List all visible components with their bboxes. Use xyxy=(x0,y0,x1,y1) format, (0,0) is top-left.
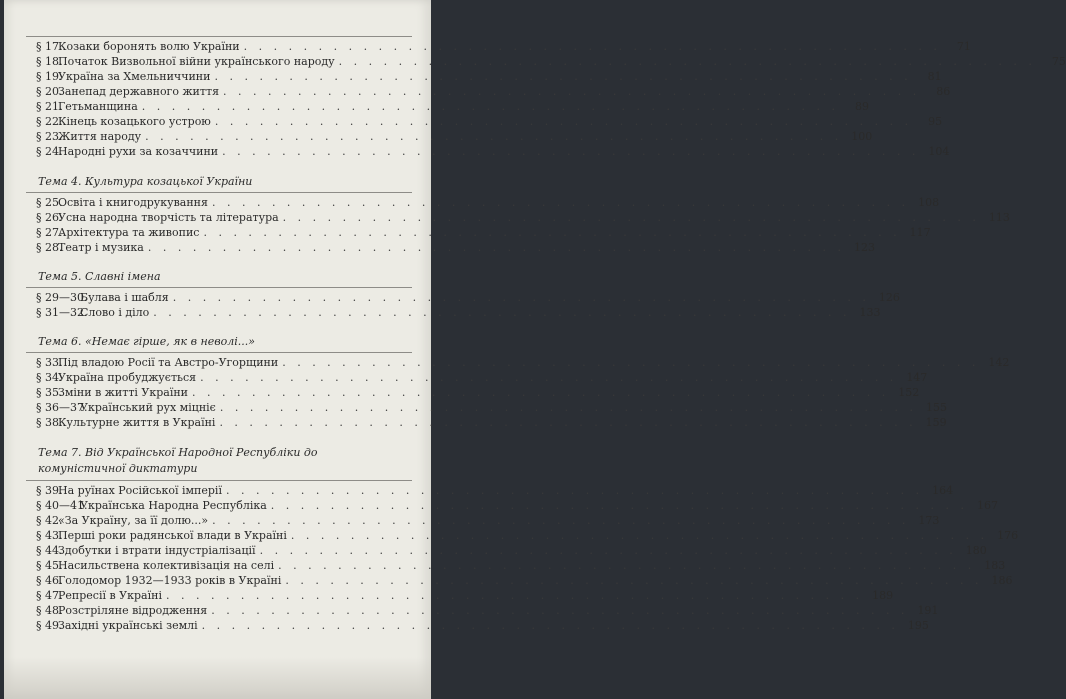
dot-leader: . . . . . . . . . . . . . . . . . . . . . . . . . . . . . . . . . . . . . . . . . . . . . . . xyxy=(290,529,989,542)
entry-title: Голодомор 1932—1933 років в Україні xyxy=(58,574,282,587)
dot-leader: . . . . . . . . . . . . . . . . . . . . . . . . . . . . . . . . . . . . . . . . . . . . . . . xyxy=(203,226,901,239)
toc-entry[interactable] xyxy=(26,528,1019,543)
entry-title: Репресії в Україні xyxy=(58,589,162,602)
section-number: § 25. xyxy=(36,196,63,209)
toc-entry[interactable] xyxy=(26,588,894,603)
dot-leader: . . . . . . . . . . . . . . . . . . . . . . . . . . . . . . . . . . . . . . . . . . . . . . . xyxy=(270,499,968,512)
page-number: 189 xyxy=(872,589,894,602)
page-number: 164 xyxy=(932,484,954,497)
theme-heading: Тема 6. «Немає гірше, як в неволі...» xyxy=(38,335,255,348)
dot-leader: . . . . . . . . . . . . . . . . . . . . . . . . . . . . . . . . . . . . . . . . . . . . . . . xyxy=(153,306,851,319)
entry-title: Під владою Росії та Австро-Угорщини xyxy=(58,356,279,369)
section-number: § 17. xyxy=(36,40,63,53)
page-number: 183 xyxy=(984,559,1006,572)
toc-entry[interactable] xyxy=(26,240,876,255)
section-number: § 45. xyxy=(36,559,63,572)
section-number: § 23. xyxy=(36,130,63,143)
dot-leader: . . . . . . . . . . . . . . . . . . . . . . . . . . . . . . . . . . . . . . . . . . . . . . . xyxy=(165,589,864,602)
section-number: § 38. xyxy=(36,416,63,429)
toc-entry[interactable] xyxy=(26,210,1010,225)
toc-entry[interactable] xyxy=(26,603,939,618)
section-number: § 27. xyxy=(36,226,63,239)
page-number: 176 xyxy=(997,529,1019,542)
section-number: § 19. xyxy=(36,70,63,83)
dot-leader: . . . . . . . . . . . . . . . . . . . . . . . . . . . . . . . . . . . . . . . . . . . . . . . xyxy=(278,559,976,572)
page-number: 155 xyxy=(926,401,948,414)
section-number: § 35. xyxy=(36,386,63,399)
page-number: 108 xyxy=(918,196,940,209)
dot-leader: . . . . . . . . . . . . . . . . . . . . . . . . . . . . . . . . . . . . . . . . . . . . . . . xyxy=(212,514,910,527)
entry-title: Життя народу xyxy=(58,130,142,143)
entry-title: Усна народна творчість та література xyxy=(58,211,279,224)
toc-entry[interactable] xyxy=(26,69,942,84)
section-number: § 26. xyxy=(36,211,63,224)
section-number: § 24. xyxy=(36,145,63,158)
table-of-contents xyxy=(26,36,1066,633)
page-number: 123 xyxy=(854,241,876,254)
page-number: 86 xyxy=(936,85,951,98)
page-number: 95 xyxy=(928,115,943,128)
dot-leader: . . . . . . . . . . . . . . . . . . . . . . . . . . . . . . . . . . . . . . . . . . . . . . . xyxy=(211,196,910,209)
dot-leader: . . . . . . . . . . . . . . . . . . . . . . . . . . . . . . . . . . . . . . . . . . . . . . . xyxy=(145,130,843,143)
section-number: § 49. xyxy=(36,619,63,632)
entry-title: Перші роки радянської влади в Україні xyxy=(58,529,287,542)
entry-title: Булава і шабля xyxy=(80,291,169,304)
section-number: § 40—41. xyxy=(36,499,88,512)
entry-title: Західні українські землі xyxy=(58,619,198,632)
entry-title: Козаки боронять волю України xyxy=(58,40,240,53)
section-number: § 22. xyxy=(36,115,63,128)
dot-leader: . . . . . . . . . . . . . . . . . . . . . . . . . . . . . . . . . . . . . . . . . . . . . . . xyxy=(338,55,1036,68)
page-number: 104 xyxy=(928,145,950,158)
toc-entry[interactable] xyxy=(26,618,929,633)
entry-title: Культурне життя в Україні xyxy=(58,416,216,429)
entry-title: Насильствена колективізація на селі xyxy=(58,559,275,572)
page-number: 117 xyxy=(909,226,931,239)
toc-entry[interactable] xyxy=(26,355,1010,370)
dot-leader: . . . . . . . . . . . . . . . . . . . . . . . . . . . . . . . . . . . . . . . . . . . . . . . xyxy=(243,40,941,53)
page-number: 113 xyxy=(988,211,1010,224)
section-number: § 47. xyxy=(36,589,63,602)
page-number: 167 xyxy=(976,499,998,512)
page-number: 71 xyxy=(956,40,971,53)
section-number: § 29—30. xyxy=(36,291,88,304)
dot-leader: . . . . . . . . . . . . . . . . . . . . . . . . . . . . . . . . . . . . . . . . . . . . . . . xyxy=(225,484,924,497)
toc-entry[interactable] xyxy=(26,305,881,320)
page-number: 180 xyxy=(965,544,987,557)
dot-leader: . . . . . . . . . . . . . . . . . . . . . . . . . . . . . . . . . . . . . . . . . . . . . . . xyxy=(200,371,898,384)
dot-leader: . . . . . . . . . . . . . . . . . . . . . . . . . . . . . . . . . . . . . . . . . . . . . . . xyxy=(211,604,909,617)
dot-leader: . . . . . . . . . . . . . . . . . . . . . . . . . . . . . . . . . . . . . . . . . . . . . . . xyxy=(285,574,983,587)
section-number: § 36—37. xyxy=(36,401,88,414)
entry-title: «За Україну, за її долю...» xyxy=(58,514,209,527)
dot-leader: . . . . . . . . . . . . . . . . . . . . . . . . . . . . . . . . . . . . . . . . . . . . . . . xyxy=(259,544,957,557)
toc-entry[interactable] xyxy=(26,543,987,558)
section-number: § 43. xyxy=(36,529,63,542)
entry-title: Народні рухи за козаччини xyxy=(58,145,219,158)
toc-entry[interactable] xyxy=(26,513,940,528)
dot-leader: . . . . . . . . . . . . . . . . . . . . . . . . . . . . . . . . . . . . . . . . . . . . . . . xyxy=(282,211,980,224)
dot-leader: . . . . . . . . . . . . . . . . . . . . . . . . . . . . . . . . . . . . . . . . . . . . . . . xyxy=(192,386,890,399)
dot-leader: . . . . . . . . . . . . . . . . . . . . . . . . . . . . . . . . . . . . . . . . . . . . . . . xyxy=(201,619,899,632)
page-number: 75 xyxy=(1051,55,1066,68)
toc-entry[interactable] xyxy=(26,39,971,54)
toc-entry[interactable] xyxy=(26,84,951,99)
toc-entry[interactable] xyxy=(26,225,931,240)
toc-entry[interactable] xyxy=(26,114,943,129)
theme-heading: Тема 7. Від Української Народної Республіки до комуністичної диктатури xyxy=(38,446,318,475)
page-number: 195 xyxy=(907,619,929,632)
page-number: 147 xyxy=(906,371,928,384)
toc-entry[interactable] xyxy=(26,385,920,400)
entry-title: Занепад державного життя xyxy=(58,85,220,98)
page-number: 173 xyxy=(918,514,940,527)
dot-leader: . . . . . . . . . . . . . . . . . . . . . . . . . . . . . . . . . . . . . . . . . . . . . . . xyxy=(282,356,980,369)
toc-entry[interactable] xyxy=(26,290,900,305)
entry-title: Україна за Хмельниччини xyxy=(58,70,211,83)
entry-title: Кінець козацького устрою xyxy=(58,115,211,128)
entry-title: Український рух міцніє xyxy=(80,401,216,414)
toc-entry[interactable] xyxy=(26,415,947,430)
toc-entry[interactable] xyxy=(26,573,1013,588)
entry-title: Гетьманщина xyxy=(58,100,138,113)
page-number: 191 xyxy=(917,604,939,617)
dot-leader: . . . . . . . . . . . . . . . . . . . . . . . . . . . . . . . . . . . . . . . . . . . . . . . xyxy=(219,401,918,414)
section-number: § 20. xyxy=(36,85,63,98)
page-number: 89 xyxy=(854,100,869,113)
page-number: 133 xyxy=(859,306,881,319)
entry-title: Архітектура та живопис xyxy=(58,226,200,239)
page-number: 100 xyxy=(851,130,873,143)
page-number: 159 xyxy=(925,416,947,429)
page-number: 81 xyxy=(927,70,942,83)
page-number: 142 xyxy=(988,356,1010,369)
section-number: § 42. xyxy=(36,514,63,527)
dot-leader: . . . . . . . . . . . . . . . . . . . . . . . . . . . . . . . . . . . . . . . . . . . . . . . xyxy=(214,70,912,83)
toc-entry[interactable] xyxy=(26,195,940,210)
dot-leader: . . . . . . . . . . . . . . . . . . . . . . . . . . . . . . . . . . . . . . . . . . . . . . . xyxy=(219,416,917,429)
toc-entry[interactable] xyxy=(26,400,948,415)
dot-leader: . . . . . . . . . . . . . . . . . . . . . . . . . . . . . . . . . . . . . . . . . . . . . . . xyxy=(147,241,846,254)
toc-entry[interactable] xyxy=(26,370,928,385)
toc-entry[interactable] xyxy=(26,558,1006,573)
dot-leader: . . . . . . . . . . . . . . . . . . . . . . . . . . . . . . . . . . . . . . . . . . . . . . . xyxy=(214,115,913,128)
toc-entry[interactable] xyxy=(26,144,950,159)
section-number: § 34. xyxy=(36,371,63,384)
section-number: § 31—32. xyxy=(36,306,88,319)
entry-title: Розстріляне відродження xyxy=(58,604,208,617)
theme-heading: Тема 5. Славні імена xyxy=(38,270,161,283)
section-number: § 33. xyxy=(36,356,63,369)
section-number: § 21. xyxy=(36,100,63,113)
book-page xyxy=(4,0,1066,699)
dot-leader: . . . . . . . . . . . . . . . . . . . . . . . . . . . . . . . . . . . . . . . . . . . . . . . xyxy=(222,145,920,158)
section-number: § 48. xyxy=(36,604,63,617)
entry-title: Зміни в житті України xyxy=(58,386,189,399)
theme-heading: Тема 4. Культура козацької України xyxy=(38,175,253,188)
page-number: 186 xyxy=(991,574,1013,587)
dot-leader: . . . . . . . . . . . . . . . . . . . . . . . . . . . . . . . . . . . . . . . . . . . . . . . xyxy=(223,85,921,98)
section-number: § 28. xyxy=(36,241,63,254)
entry-title: Театр і музика xyxy=(58,241,144,254)
toc-entry[interactable] xyxy=(26,498,998,513)
entry-title: Українська Народна Республіка xyxy=(80,499,267,512)
section-number: § 39. xyxy=(36,484,63,497)
entry-title: Освіта і книгодрукування xyxy=(58,196,208,209)
toc-entry[interactable] xyxy=(26,483,954,498)
section-number: § 18. xyxy=(36,55,63,68)
entry-title: Початок Визвольної війни українського народу xyxy=(58,55,335,68)
dot-leader: . . . . . . . . . . . . . . . . . . . . . . . . . . . . . . . . . . . . . . . . . . . . . . . xyxy=(141,100,839,113)
toc-entry[interactable] xyxy=(26,129,873,144)
toc-entry[interactable] xyxy=(26,99,869,114)
section-number: § 44. xyxy=(36,544,63,557)
entry-title: Здобутки і втрати індустріалізації xyxy=(58,544,256,557)
entry-title: На руїнах Російської імперії xyxy=(58,484,222,497)
page-number: 126 xyxy=(878,291,900,304)
entry-title: Україна пробуджується xyxy=(58,371,197,384)
section-number: § 46. xyxy=(36,574,63,587)
dot-leader: . . . . . . . . . . . . . . . . . . . . . . . . . . . . . . . . . . . . . . . . . . . . . . . xyxy=(172,291,870,304)
toc-entry[interactable] xyxy=(26,54,1066,69)
page-number: 152 xyxy=(898,386,920,399)
entry-title: Слово і діло xyxy=(80,306,150,319)
